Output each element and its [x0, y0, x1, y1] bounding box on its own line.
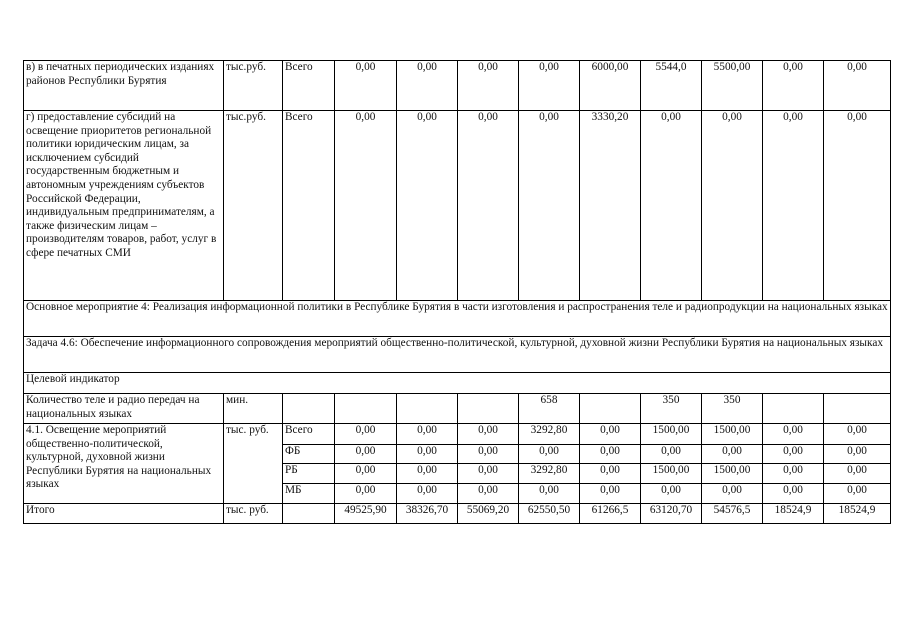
value-cell: 61266,5	[580, 504, 641, 524]
value-cell	[458, 394, 519, 424]
row-unit: тыс.руб.	[224, 111, 283, 301]
section-row	[24, 373, 891, 394]
value-cell: 0,00	[397, 464, 458, 484]
task-heading: Задача 4.6: Обеспечение информационного сопровождения мероприятий общественно-политической, культурной, духовной жизни Республики Бурятия на национальных языках	[24, 337, 891, 373]
value-cell: 0,00	[763, 445, 824, 464]
section-row	[24, 301, 891, 337]
value-cell: 0,00	[458, 464, 519, 484]
table-row	[24, 424, 891, 445]
value-cell: 5500,00	[702, 61, 763, 111]
value-cell: 0,00	[641, 484, 702, 504]
target-indicator-heading: Целевой индикатор	[24, 373, 891, 394]
row-source: ФБ	[283, 445, 335, 464]
value-cell: 0,00	[824, 484, 891, 504]
value-cell: 350	[641, 394, 702, 424]
total-row	[24, 504, 891, 524]
value-cell: 0,00	[824, 61, 891, 111]
value-cell: 0,00	[763, 464, 824, 484]
value-cell: 6000,00	[580, 61, 641, 111]
value-cell: 0,00	[458, 111, 519, 301]
value-cell: 0,00	[458, 484, 519, 504]
value-cell: 0,00	[824, 111, 891, 301]
value-cell: 0,00	[519, 61, 580, 111]
value-cell: 0,00	[335, 445, 397, 464]
row-source: РБ	[283, 464, 335, 484]
value-cell: 0,00	[763, 484, 824, 504]
table-row	[24, 111, 891, 301]
value-cell: 0,00	[763, 61, 824, 111]
value-cell: 0,00	[641, 445, 702, 464]
value-cell	[824, 394, 891, 424]
value-cell: 1500,00	[641, 424, 702, 445]
value-cell: 3292,80	[519, 464, 580, 484]
value-cell: 18524,9	[824, 504, 891, 524]
value-cell: 0,00	[702, 484, 763, 504]
value-cell: 1500,00	[641, 464, 702, 484]
row-source	[283, 504, 335, 524]
value-cell: 0,00	[335, 464, 397, 484]
value-cell: 0,00	[824, 464, 891, 484]
value-cell: 0,00	[458, 445, 519, 464]
value-cell: 0,00	[641, 111, 702, 301]
value-cell: 62550,50	[519, 504, 580, 524]
value-cell: 658	[519, 394, 580, 424]
row-unit: тыс.руб.	[224, 61, 283, 111]
value-cell: 0,00	[824, 424, 891, 445]
value-cell: 49525,90	[335, 504, 397, 524]
section-row	[24, 337, 891, 373]
row-source: Всего	[283, 424, 335, 445]
row-unit: тыс. руб.	[224, 504, 283, 524]
value-cell: 1500,00	[702, 464, 763, 484]
row-source: Всего	[283, 61, 335, 111]
value-cell: 3292,80	[519, 424, 580, 445]
value-cell: 0,00	[763, 424, 824, 445]
value-cell: 0,00	[519, 484, 580, 504]
row-name: г) предоставление субсидий на освещение приоритетов региональной политики юридическим лицам, за исключением субсидий государственным бюджетным и автономным учреждениям субъектов Российской Федерации, индивидуальным предпринимателям, а также физическим лицам – производителям товаров, работ, услуг в сфере печатных СМИ	[24, 111, 224, 301]
value-cell: 0,00	[519, 111, 580, 301]
table-row	[24, 394, 891, 424]
value-cell: 0,00	[335, 484, 397, 504]
row-name: в) в печатных периодических изданиях районов Республики Бурятия	[24, 61, 224, 111]
value-cell: 0,00	[824, 445, 891, 464]
main-event-heading: Основное мероприятие 4: Реализация информационной политики в Республике Бурятия в части изготовления и распространения теле и радиопродукции на национальных языках	[24, 301, 891, 337]
row-unit: мин.	[224, 394, 283, 424]
value-cell: 54576,5	[702, 504, 763, 524]
value-cell: 0,00	[397, 484, 458, 504]
row-source: МБ	[283, 484, 335, 504]
value-cell: 0,00	[519, 445, 580, 464]
value-cell: 63120,70	[641, 504, 702, 524]
value-cell: 0,00	[458, 424, 519, 445]
value-cell: 1500,00	[702, 424, 763, 445]
value-cell: 0,00	[580, 464, 641, 484]
value-cell: 0,00	[702, 111, 763, 301]
value-cell	[283, 394, 335, 424]
value-cell: 0,00	[397, 424, 458, 445]
budget-table	[23, 60, 891, 524]
value-cell: 0,00	[702, 445, 763, 464]
value-cell: 0,00	[397, 445, 458, 464]
value-cell: 0,00	[763, 111, 824, 301]
value-cell: 38326,70	[397, 504, 458, 524]
row-source: Всего	[283, 111, 335, 301]
table-row	[24, 61, 891, 111]
value-cell	[397, 394, 458, 424]
value-cell: 18524,9	[763, 504, 824, 524]
value-cell	[763, 394, 824, 424]
value-cell: 0,00	[335, 424, 397, 445]
value-cell: 0,00	[335, 111, 397, 301]
row-name: 4.1. Освещение мероприятий общественно-политической, культурной, духовной жизни Республики Бурятия на национальных языках	[24, 424, 224, 504]
row-name: Итого	[24, 504, 224, 524]
value-cell: 0,00	[397, 111, 458, 301]
value-cell	[335, 394, 397, 424]
row-name: Количество теле и радио передач на национальных языках	[24, 394, 224, 424]
value-cell	[580, 394, 641, 424]
value-cell: 0,00	[458, 61, 519, 111]
value-cell: 0,00	[335, 61, 397, 111]
value-cell: 0,00	[580, 484, 641, 504]
value-cell: 5544,0	[641, 61, 702, 111]
value-cell: 3330,20	[580, 111, 641, 301]
value-cell: 350	[702, 394, 763, 424]
value-cell: 0,00	[397, 61, 458, 111]
value-cell: 55069,20	[458, 504, 519, 524]
value-cell: 0,00	[580, 424, 641, 445]
row-unit: тыс. руб.	[224, 424, 283, 504]
value-cell: 0,00	[580, 445, 641, 464]
